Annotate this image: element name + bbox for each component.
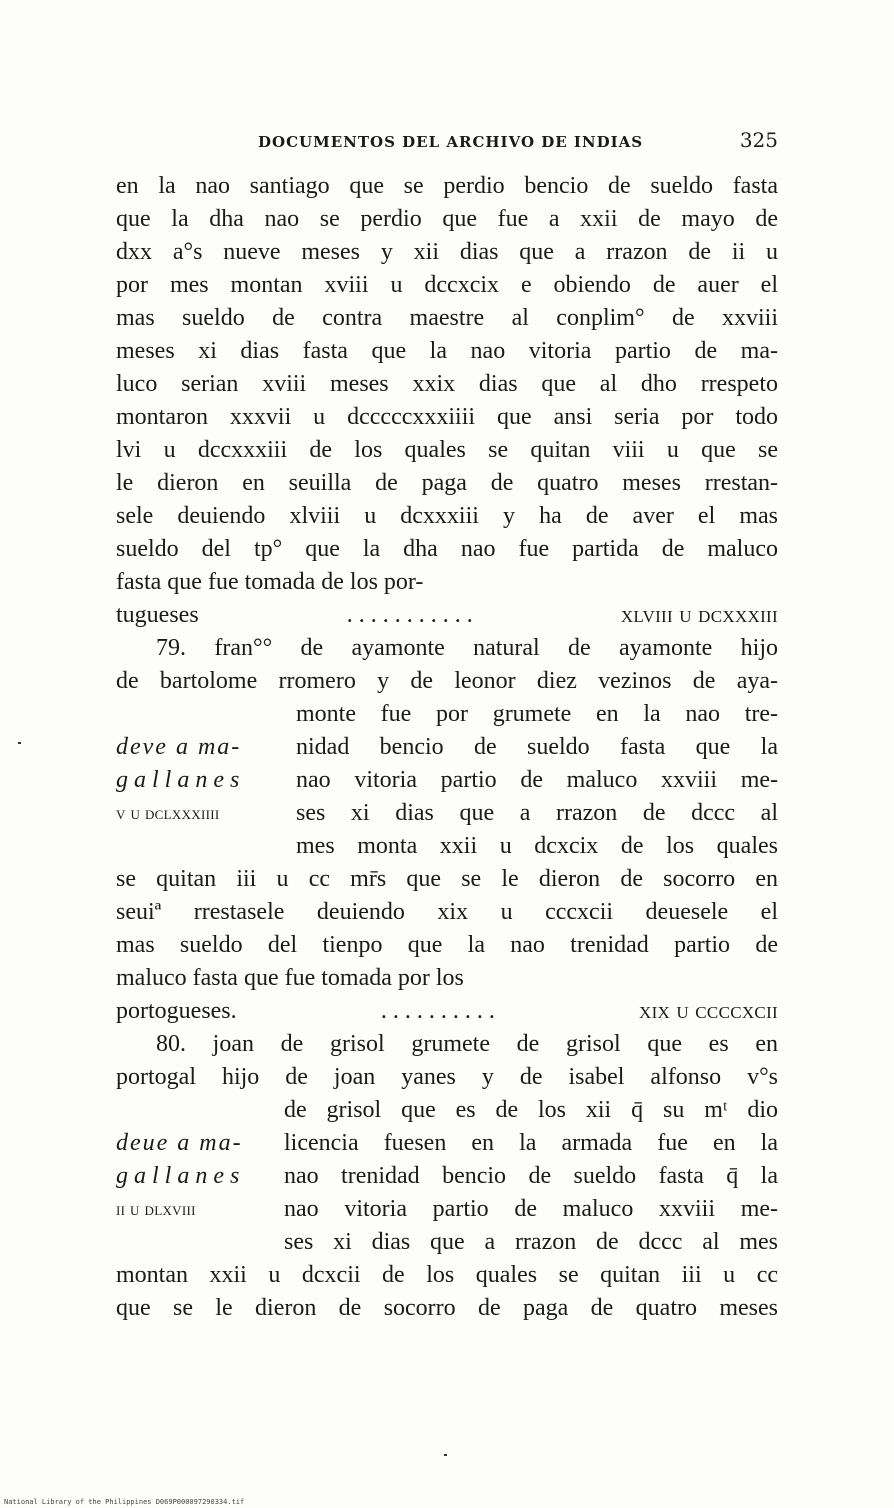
text-line: que la dha nao se perdio que fue a xxii de mayo de	[116, 206, 778, 232]
text-line: ses xi dias que a rrazon de dccc al	[296, 800, 778, 826]
text-line: ses xi dias que a rrazon de dccc al mes	[284, 1229, 778, 1255]
text-line: de bartolome rromero y de leonor diez vezinos de aya-	[116, 668, 778, 694]
text-line: montan xxii u dcxcii de los quales se quitan iii u cc	[116, 1262, 778, 1288]
margin-note: deve a ma-	[116, 734, 242, 760]
page-header	[116, 128, 778, 152]
total-line	[116, 599, 778, 632]
text-line: meses xi dias fasta que la nao vitoria partio de ma-	[116, 338, 778, 364]
text-line: montaron xxxvii u dcccccxxxiiii que ansi seria por todo	[116, 404, 778, 430]
margin-amount: v u dclxxxiiii	[116, 803, 220, 823]
text-line: portogal hijo de joan yanes y de isabel alfonso v°s	[116, 1064, 778, 1090]
scan-speck	[18, 742, 21, 744]
text-line: nao vitoria partio de maluco xxviii me-	[296, 767, 778, 793]
entry-79-heading: 79. fran°° de ayamonte natural de ayamonte hijo	[156, 635, 778, 661]
margin-note: gallanes	[116, 767, 246, 793]
leader-dots: . . . . . . . . . .	[380, 998, 495, 1024]
text-line: sueldo del tp° que la dha nao fue partida de maluco	[116, 536, 778, 562]
text-line: nidad bencio de sueldo fasta que la	[296, 734, 778, 760]
text-line: dxx a°s nueve meses y xii dias que a rrazon de ii u	[116, 239, 778, 265]
text-line: monte fue por grumete en la nao tre-	[296, 701, 778, 727]
total-label: tugueses	[116, 602, 199, 628]
text-line: se quitan iii u cc mr̄s que se le dieron de socorro en	[116, 866, 778, 892]
text-line: mas sueldo del tienpo que la nao trenidad partio de	[116, 932, 778, 958]
text-line: lvi u dccxxxiii de los quales se quitan viii u que se	[116, 437, 778, 463]
text-line: maluco fasta que fue tomada por los	[116, 965, 464, 991]
page-number: 325	[739, 128, 778, 152]
text-line: de grisol que es de los xii q̄ su mᵗ dio	[284, 1097, 778, 1123]
entry-80-heading: 80. joan de grisol grumete de grisol que es en	[156, 1031, 778, 1057]
total-amount: xlviii u dcxxxiii	[620, 602, 778, 628]
text-line: fasta que fue tomada de los por-	[116, 569, 424, 595]
text-line: sele deuiendo xlviii u dcxxxiii y ha de aver el mas	[116, 503, 778, 529]
total-amount: xix u ccccxcii	[639, 998, 778, 1024]
text-line: le dieron en seuilla de paga de quatro meses rrestan-	[116, 470, 778, 496]
text-line: nao trenidad bencio de sueldo fasta q̄ la	[284, 1163, 778, 1189]
text-line: por mes montan xviii u dccxcix e obiendo de auer el	[116, 272, 778, 298]
text-line: mes monta xxii u dcxcix de los quales	[296, 833, 778, 859]
text-line: licencia fuesen en la armada fue en la	[284, 1130, 778, 1156]
total-line	[116, 995, 778, 1028]
text-line: luco serian xviii meses xxix dias que al dho rrespeto	[116, 371, 778, 397]
margin-note: gallanes	[116, 1163, 246, 1189]
margin-note: deue a ma-	[116, 1130, 243, 1156]
text-line: en la nao santiago que se perdio bencio de sueldo fasta	[116, 173, 778, 199]
text-line: que se le dieron de socorro de paga de quatro meses	[116, 1295, 778, 1321]
leader-dots: . . . . . . . . . . .	[346, 602, 473, 628]
scan-footer: National Library of the Philippines D069P000097290334.tif	[4, 1498, 245, 1506]
scan-speck	[444, 1454, 447, 1456]
text-line: mas sueldo de contra maestre al conplim° de xxviii	[116, 305, 778, 331]
margin-amount: ii u dlxviii	[116, 1199, 196, 1219]
total-label: portogueses.	[116, 998, 237, 1024]
running-title: DOCUMENTOS DEL ARCHIVO DE INDIAS	[258, 133, 644, 151]
text-line: seuiª rrestasele deuiendo xix u cccxcii deuesele el	[116, 899, 778, 925]
text-line: nao vitoria partio de maluco xxviii me-	[284, 1196, 778, 1222]
